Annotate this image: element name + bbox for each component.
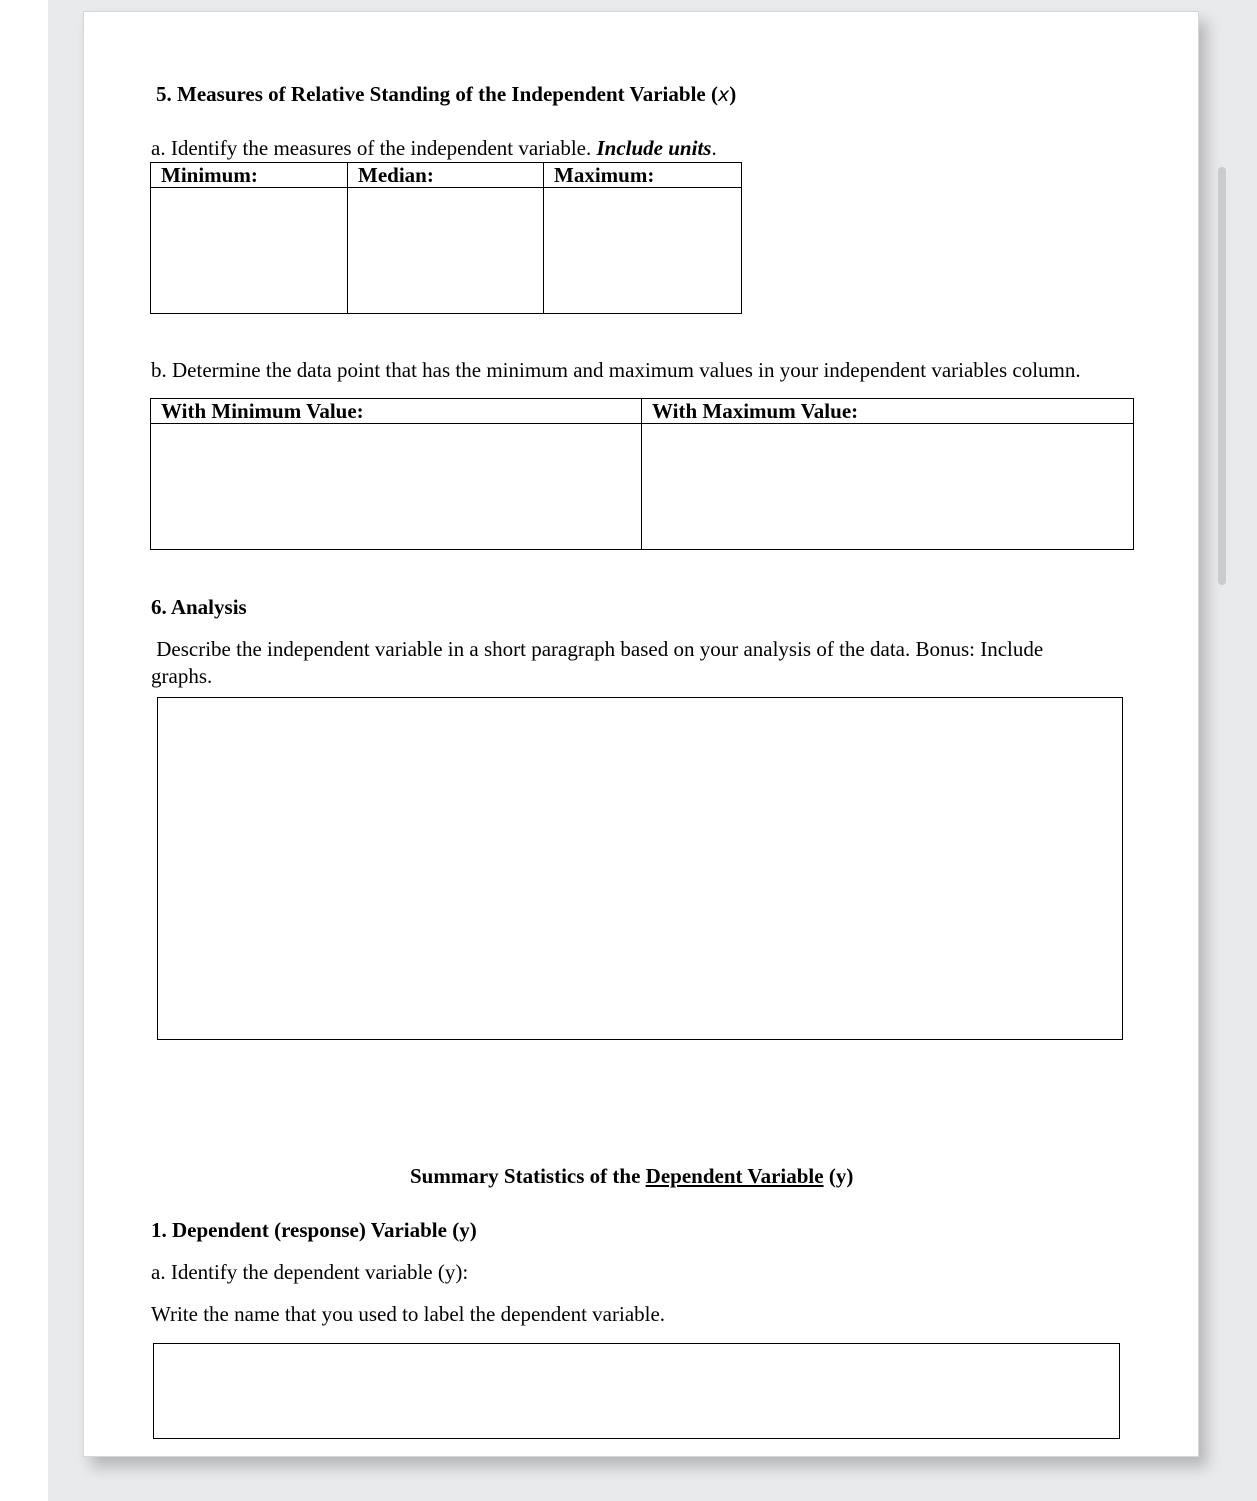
dependent-variable-heading: 1. Dependent (response) Variable (y)	[151, 1218, 477, 1242]
section-5-heading-text: 5. Measures of Relative Standing of the Independent Variable (	[156, 82, 718, 106]
min-max-table-answer-row	[151, 424, 1134, 550]
summary-title-text: Summary Statistics of the	[410, 1164, 646, 1188]
part-a-prompt-text: a. Identify the measures of the independent variable.	[151, 136, 597, 160]
with-minimum-header: With Minimum Value:	[151, 399, 642, 424]
measures-table	[150, 162, 742, 314]
with-minimum-answer-cell[interactable]	[151, 424, 642, 550]
summary-title-dependent-variable: Dependent Variable	[645, 1164, 824, 1188]
median-answer-cell[interactable]	[348, 188, 544, 314]
dependent-name-answer-box[interactable]	[153, 1343, 1120, 1439]
dependent-part-a-prompt: a. Identify the dependent variable (y):	[151, 1260, 469, 1284]
analysis-prompt-line-2: graphs.	[151, 664, 213, 688]
summary-title	[410, 1164, 853, 1189]
min-max-table	[150, 398, 1134, 550]
part-a-prompt-end: .	[711, 136, 717, 160]
section-5-heading-variable: x	[717, 84, 730, 106]
measures-table-answer-row	[151, 188, 742, 314]
part-a-prompt-emphasis: Include units	[596, 136, 712, 160]
section-5-heading-end: )	[729, 82, 737, 106]
part-a-prompt	[151, 136, 717, 161]
min-max-table-header	[151, 399, 1134, 424]
section-6-heading: 6. Analysis	[151, 595, 247, 619]
vertical-scrollbar[interactable]	[1218, 167, 1226, 585]
part-b-prompt: b. Determine the data point that has the minimum and maximum values in your independent variables column.	[151, 358, 1081, 382]
measures-table-header	[151, 163, 742, 188]
maximum-answer-cell[interactable]	[544, 188, 742, 314]
section-5-heading	[156, 82, 736, 107]
analysis-answer-box[interactable]	[157, 697, 1123, 1040]
maximum-header: Maximum:	[544, 163, 742, 188]
dependent-instruction: Write the name that you used to label the dependent variable.	[151, 1302, 666, 1326]
with-maximum-header: With Maximum Value:	[642, 399, 1134, 424]
minimum-header: Minimum:	[151, 163, 348, 188]
minimum-answer-cell[interactable]	[151, 188, 348, 314]
analysis-prompt-line-1: Describe the independent variable in a short paragraph based on your analysis of the data. Bonus: Include	[151, 637, 1044, 661]
summary-title-end: (y)	[823, 1164, 854, 1188]
with-maximum-answer-cell[interactable]	[642, 424, 1134, 550]
median-header: Median:	[348, 163, 544, 188]
